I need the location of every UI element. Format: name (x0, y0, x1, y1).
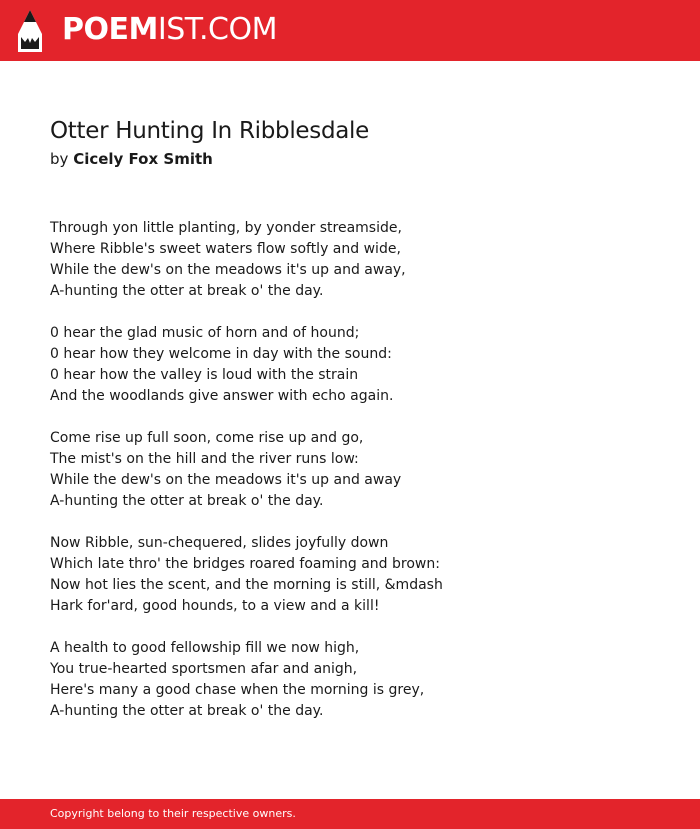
poem-line: 0 hear the glad music of horn and of hound; (50, 325, 360, 341)
copyright-notice: Copyright belong to their respective owners. (50, 807, 296, 820)
stanza (50, 218, 670, 302)
logo-light-part: IST.COM (157, 12, 277, 47)
poem-line: Hark for'ard, good hounds, to a view and a kill! (50, 598, 380, 614)
poem-line: Come rise up full soon, come rise up and go, (50, 430, 364, 446)
poem-title: Otter Hunting In Ribblesdale (50, 118, 370, 144)
stanza (50, 638, 670, 722)
poem-line: A-hunting the otter at break o' the day. (50, 283, 324, 299)
logo-bold-part: POEM (62, 12, 158, 47)
poem-line: A-hunting the otter at break o' the day. (50, 493, 324, 509)
author-name: Cicely Fox Smith (73, 150, 213, 168)
poem-line: 0 hear how the valley is loud with the strain (50, 367, 359, 383)
poem-body (50, 218, 670, 743)
poem-line: And the woodlands give answer with echo again. (50, 388, 394, 404)
poem-line: A-hunting the otter at break o' the day. (50, 703, 324, 719)
poem-line: Here's many a good chase when the morning is grey, (50, 682, 425, 698)
site-logo[interactable] (62, 12, 277, 48)
poem-line: Now hot lies the scent, and the morning is still, &mdash (50, 577, 443, 593)
poem-line: While the dew's on the meadows it's up and away, (50, 262, 406, 278)
poem-line: While the dew's on the meadows it's up and away (50, 472, 402, 488)
poem-line: Now Ribble, sun-chequered, slides joyfully down (50, 535, 389, 551)
poem-line: A health to good fellowship fill we now high, (50, 640, 360, 656)
poem-line: Where Ribble's sweet waters flow softly and wide, (50, 241, 401, 257)
stanza (50, 323, 670, 407)
pen-nib-logo-icon[interactable] (17, 10, 43, 52)
site-header (0, 0, 700, 61)
byline (50, 148, 213, 170)
stanza (50, 533, 670, 617)
site-footer (0, 799, 700, 829)
by-label: by (50, 150, 69, 168)
poem-line: Which late thro' the bridges roared foaming and brown: (50, 556, 440, 572)
poem-line: 0 hear how they welcome in day with the sound: (50, 346, 392, 362)
stanza (50, 428, 670, 512)
poem-line: Through yon little planting, by yonder streamside, (50, 220, 402, 236)
poem-line: You true-hearted sportsmen afar and anigh, (50, 661, 358, 677)
poem-line: The mist's on the hill and the river runs low: (50, 451, 359, 467)
